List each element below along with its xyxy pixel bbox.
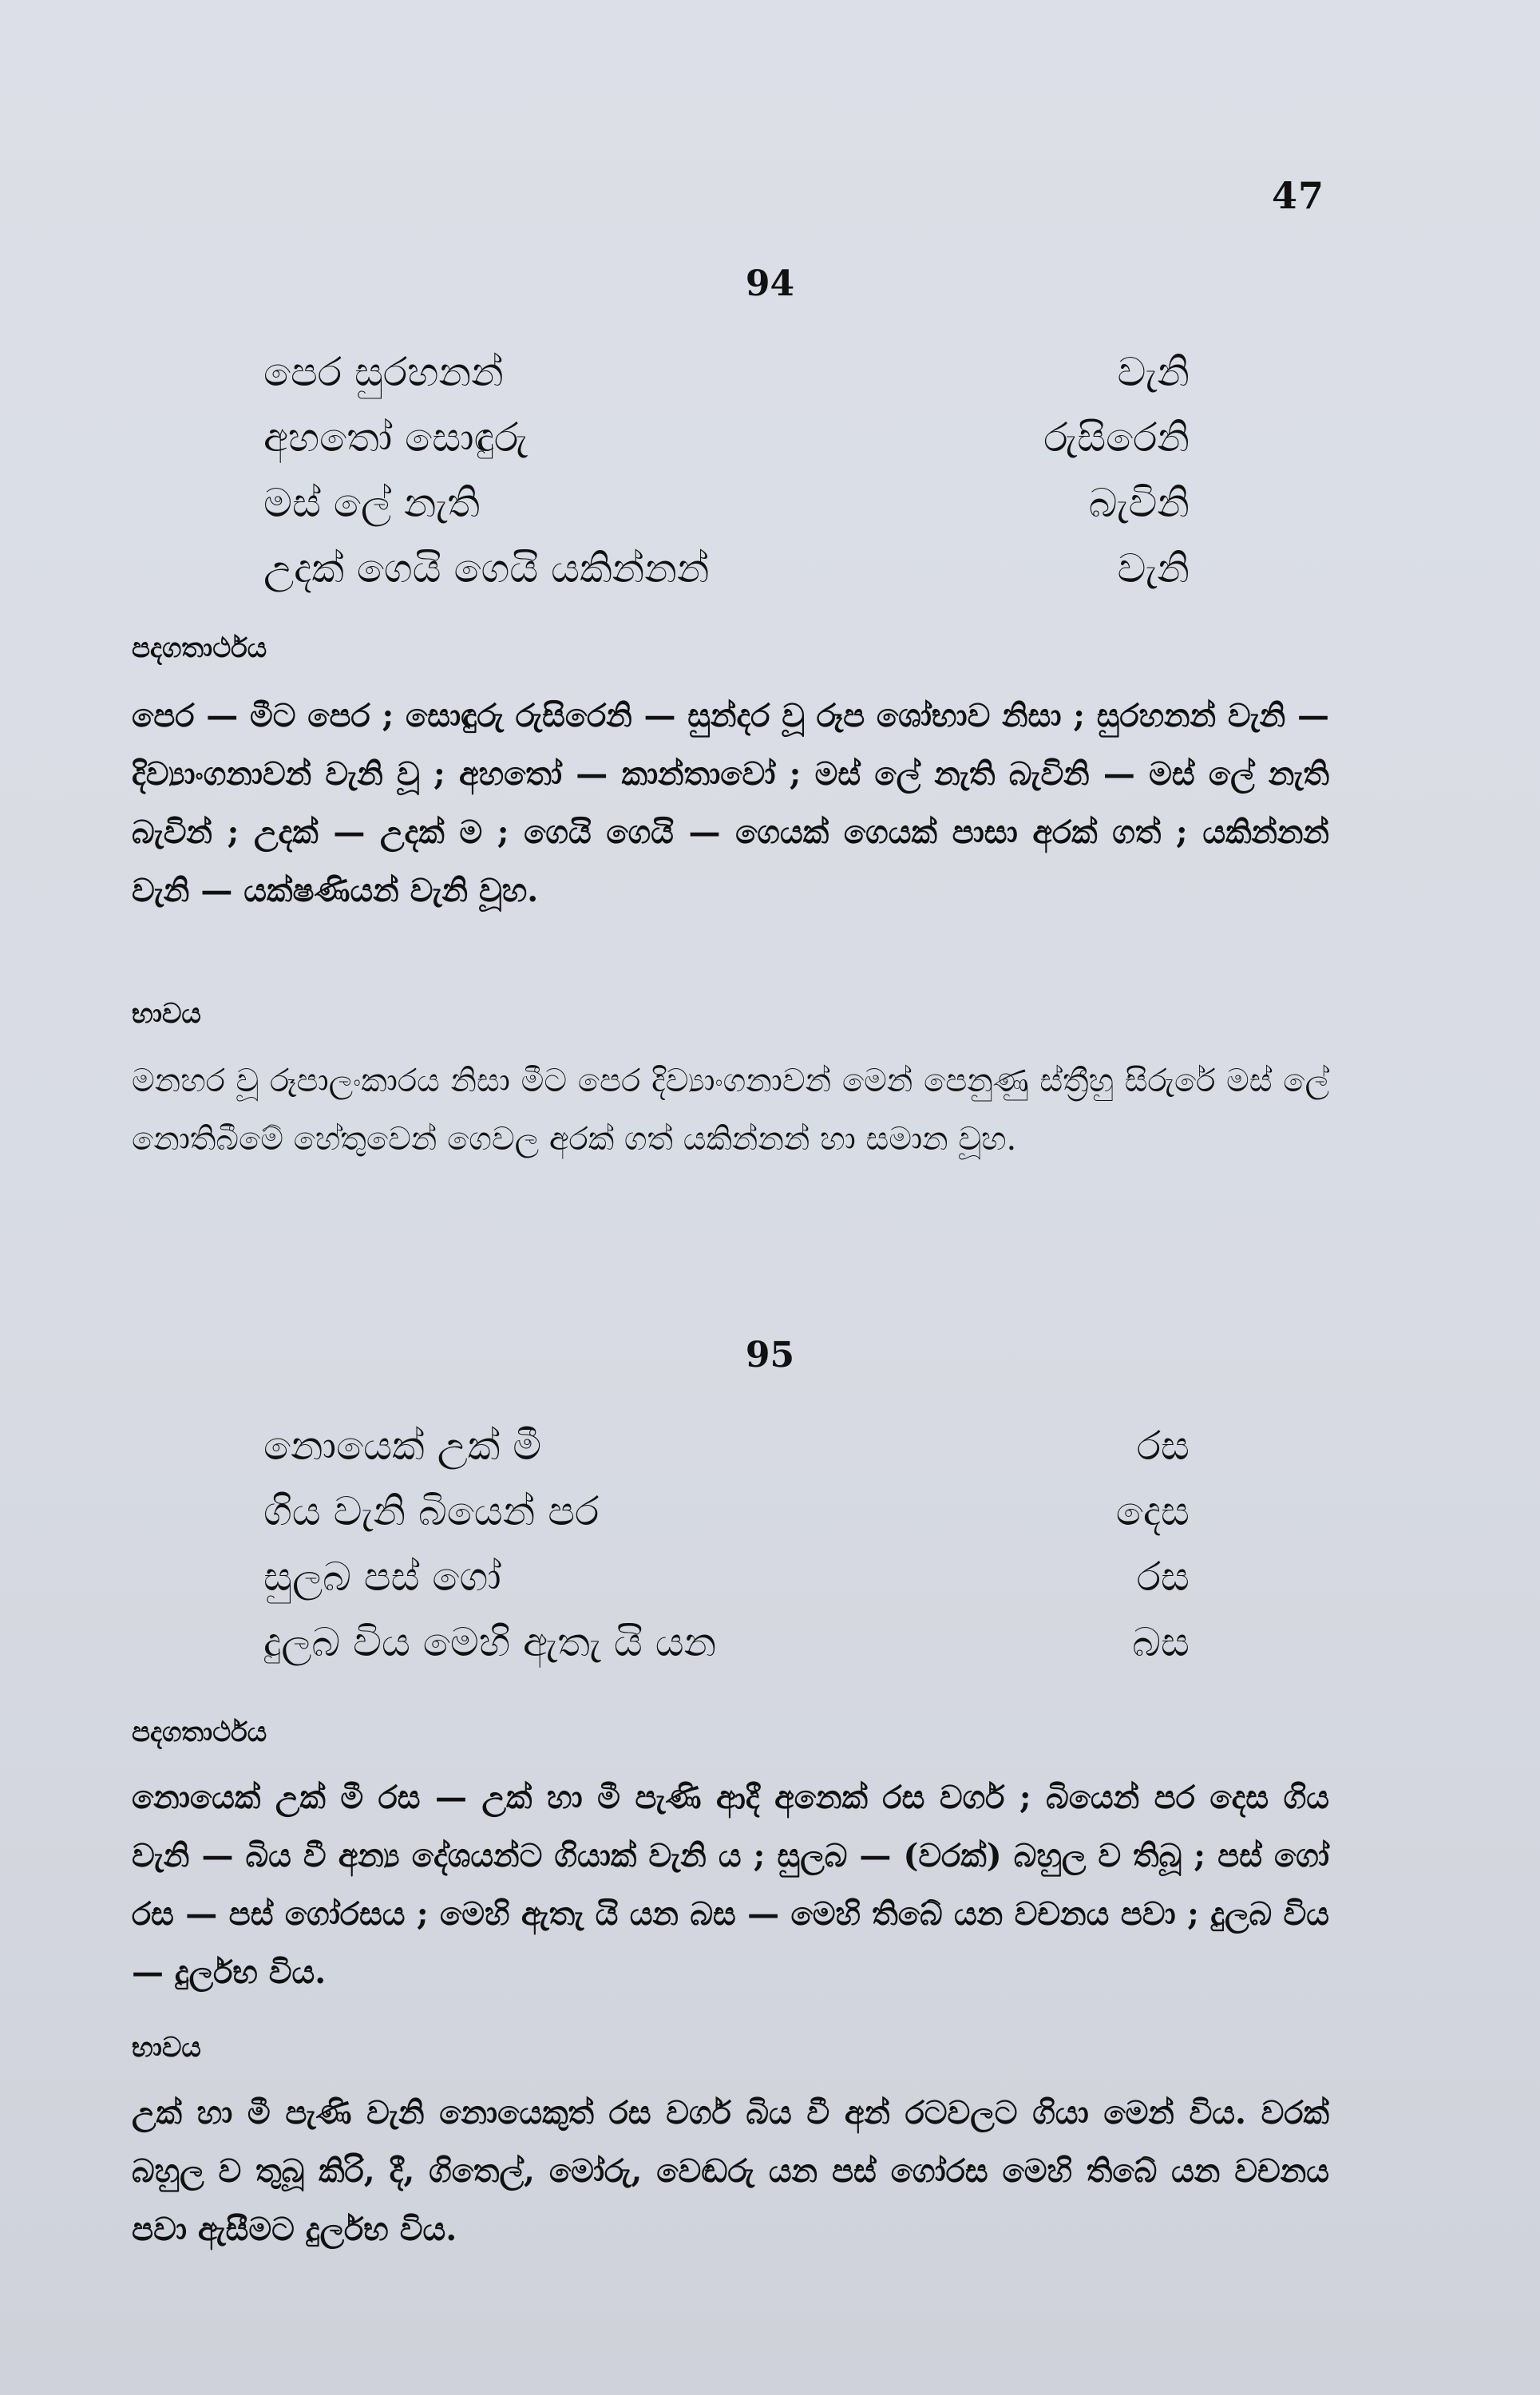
meaning-heading: භාවය xyxy=(132,2032,201,2064)
verse-line xyxy=(263,1544,1190,1609)
verse-line-text: නොයෙක් උක් මී xyxy=(263,1422,542,1469)
word-meaning-text: නොයෙක් උක් මී රස — උක් හා මී පැණි ආදී අනෙක් රස වර්ග ; බියෙන් පර දෙස ගිය වැනි — බිය වී අන්‍ය දේශයන්ට ගියාක් වැනි ය ; සුලබ — (වරක්) බහුල ව තිබූ ; පස් ගෝ රස — පස් ගෝරසය ; මෙහි ඇතැ යි යන බස — මෙහි තිබේ යන වචනය පවා ; දුලබ විය — දුර්ලභ විය. xyxy=(132,1779,1329,1991)
verse-number-94: 94 xyxy=(745,263,795,304)
verse-line xyxy=(263,405,1190,470)
verse-line-end: වැනි xyxy=(1117,544,1190,592)
verse-line xyxy=(263,339,1190,405)
verse-line-end: බස xyxy=(1132,1618,1190,1665)
verse-line xyxy=(263,1413,1190,1479)
verse-line xyxy=(263,470,1190,536)
word-meaning-heading: පදගතාර්ථය xyxy=(132,1716,267,1748)
verse-line-end: රුසිරෙනි xyxy=(1043,414,1190,461)
verse-line-text: සුලබ පස් ගෝ xyxy=(263,1553,501,1600)
word-meaning-heading: පදගතාර්ථය xyxy=(132,632,267,664)
word-meaning-text: පෙර — මීට පෙර ; සොඳුරු රුසිරෙනි — සුන්දර වූ රූප ශෝභාව නිසා ; සුරහනන් වැනි — දිව්‍යාංගනාවන් වැනි වූ ; අහතෝ — කාන්තාවෝ ; මස් ලේ නැති බැවිනි — මස් ලේ නැති බැවින් ; උදක් — උදක් ම ; ගෙයි ගෙයි — ගෙයක් ගෙයක් පාසා අරක් ගත් ; යකින්නන් වැනි — යක්ෂණියන් වැනි වූහ. xyxy=(132,697,1329,909)
verse-line-end: රස xyxy=(1136,1553,1190,1600)
verse-94 xyxy=(263,339,1190,601)
verse-line-end: වැනි xyxy=(1117,348,1190,395)
verse-line-text: ගිය වැනි බියෙන් පර xyxy=(263,1487,600,1534)
verse-line-text: මස් ලේ නැති xyxy=(263,479,481,526)
page-number: 47 xyxy=(1271,174,1324,217)
verse-line-end: බැවිනි xyxy=(1088,479,1190,526)
meaning-heading: භාවය xyxy=(132,998,201,1030)
verse-95 xyxy=(263,1413,1190,1675)
verse-line-end: දෙස xyxy=(1115,1487,1190,1534)
verse-line-text: පෙර සුරහනන් xyxy=(263,348,504,395)
verse-line-text: දුලබ විය මෙහි ඇතැ යි යන xyxy=(263,1618,717,1665)
verse-line-text: අහතෝ සොඳුරු xyxy=(263,414,528,461)
verse-line xyxy=(263,536,1190,601)
verse-line-text: උදක් ගෙයි ගෙයි යකින්නන් xyxy=(263,544,710,592)
verse-line xyxy=(263,1479,1190,1544)
meaning-text: මනහර වූ රූපාලංකාරය නිසා මීට පෙර දිව්‍යාංගනාවන් මෙන් පෙනුණු ස්ත්‍රීහු සිරුරේ මස් ලේ නොතිබීමේ හේතුවෙන් ගෙවල අරක් ගත් යකින්නන් හා සමාන වූහ. xyxy=(132,1063,1329,1158)
verse-line-end: රස xyxy=(1136,1422,1190,1469)
verse-number-95: 95 xyxy=(745,1335,795,1376)
meaning-text: උක් හා මී පැණි වැනි නොයෙකුත් රස වර්ග බිය වී අන් රටවලට ගියා මෙන් විය. වරක් බහුල ව තුබූ කිරි, දී, ගිතෙල්, මෝරු, වෙඬරු යන පස් ගෝරස මෙහි තිබේ යන වචනය පවා ඇසීමට දුර්ලභ විය. xyxy=(132,2094,1329,2248)
verse-line xyxy=(263,1609,1190,1675)
